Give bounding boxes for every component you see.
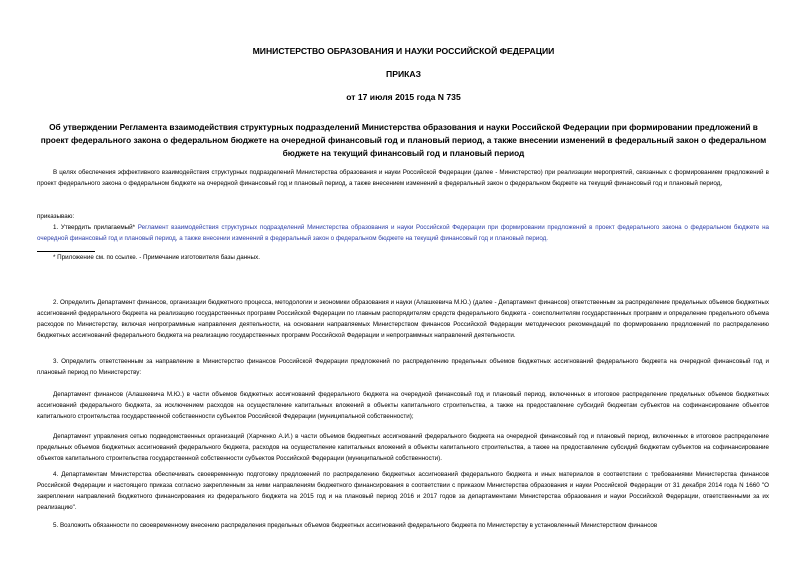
item-3b-paragraph: Департамент управления сетью подведомственных организаций (Харченко А.И.) в части объемов бюджетных ассигнований федерального бюджета на очередной финансовый год и плановый период, включенных в итоговое распределение предельных объемов бюджетных ассигнований федерального бюджета, расходов на осуществление капитальных вложений в объекты капитального строительства, а также на предоставление субсидий бюджетам субъектов на софинансирование объектов капитального строительства государственной собственности субъектов Российской Федерации (муниципальной собственности).	[37, 433, 769, 462]
footnote: * Приложение см. по ссылке. - Примечание изготовителя базы данных.	[53, 254, 260, 261]
order-word: приказываю:	[37, 213, 75, 220]
item-2-paragraph: 2. Определить Департамент финансов, организации бюджетного процесса, методологии и экономики образования и науки (Алашкевича М.Ю.) (далее - Департамент финансов) ответственным за распределение предельных объемов бюджетных ассигнований федерального бюджета на реализацию государственных программ Российской Федерации по главным распорядителям средств федерального бюджета - соисполнителям государственных программ и определение предельного объема расходов по Министерству, включая непрограммные направления деятельности, на основании направляемых Министерством финансов Российской Федерации методических рекомендаций по формированию предложений по распределению бюджетных ассигнований федерального бюджета на реализацию государственных программ Российской Федерации и непрограммных направлений деятельности.	[37, 299, 769, 339]
item-3-paragraph: 3. Определить ответственным за направление в Министерство финансов Российской Федерации предложений по распределению предельных объемов бюджетных ассигнований федерального бюджета на очередной финансовый год и плановый период по Министерству:	[37, 358, 769, 376]
ministry-name: МИНИСТЕРСТВО ОБРАЗОВАНИЯ И НАУКИ РОССИЙСКОЙ ФЕДЕРАЦИИ	[252, 46, 555, 56]
item-1-prefix: 1. Утвердить прилагаемый*	[53, 224, 138, 231]
document-type: ПРИКАЗ	[386, 69, 421, 79]
item-3a-paragraph: Департамент финансов (Алашкевича М.Ю.) в части объемов бюджетных ассигнований федерального бюджета на очередной финансовый год и плановый период, включенных в итоговое распределение предельных объемов бюджетных ассигнований федерального бюджета, за исключением расходов на осуществление капитальных вложений в объекты капитального строительства, а также на предоставление субсидий бюджетам субъектов на софинансирование объектов капитального строительства государственной собственности субъектов Российской Федерации (муниципальной собственности);	[37, 391, 769, 420]
item-4-paragraph: 4. Департаментам Министерства обеспечивать своевременную подготовку предложений по распределению бюджетных ассигнований федерального бюджета и иных материалов в соответствии с требованиями Министерства финансов Российской Федерации и настоящего приказа согласно закрепленным за ними направлениям бюджетного финансирования в соответствии с приказом Министерства образования и науки Российской Федерации от 31 декабря 2014 года N 1660 "О закреплении направлений бюджетного финансирования из федерального бюджета на 2015 год и на плановый период 2016 и 2017 годов за департаментами Министерства образования и науки Российской Федерации, ответственными за их реализацию".	[37, 471, 769, 511]
item-1-paragraph	[37, 223, 769, 245]
footnote-divider	[37, 251, 95, 252]
document-date-number: от 17 июля 2015 года N 735	[346, 92, 461, 102]
regulation-link[interactable]: Регламент взаимодействия структурных подразделений Министерства образования и науки Российской Федерации при формировании предложений в проект федерального закона о федеральном бюджете на очередной финансовый год и плановый период, а также внесении изменений в федеральный закон о федеральном бюджете на текущий финансовый год и плановый период.	[37, 224, 769, 242]
document-title: Об утверждении Регламента взаимодействия структурных подразделений Министерства образования и науки Российской Федерации при формировании предложений в проект федерального закона о федеральном бюджете на очередной финансовый год и плановый период, а также внесении изменений в федеральный закон о федеральном бюджете на текущий финансовый год и плановый период	[40, 122, 767, 158]
intro-paragraph: В целях обеспечения эффективного взаимодействия структурных подразделений Министерства образования и науки Российской Федерации (далее - Министерство) при реализации мероприятий, связанных с формированием предложений в проект федерального закона о федеральном бюджете на очередной финансовый год и плановый период, а также внесением изменений в федеральный закон о федеральном бюджете на текущий финансовый год и плановый период,	[37, 169, 769, 187]
item-5-paragraph: 5. Возложить обязанности по своевременному внесению распределения предельных объемов бюджетных ассигнований федерального бюджета по Министерству в установленный Министерством финансов	[53, 522, 658, 529]
